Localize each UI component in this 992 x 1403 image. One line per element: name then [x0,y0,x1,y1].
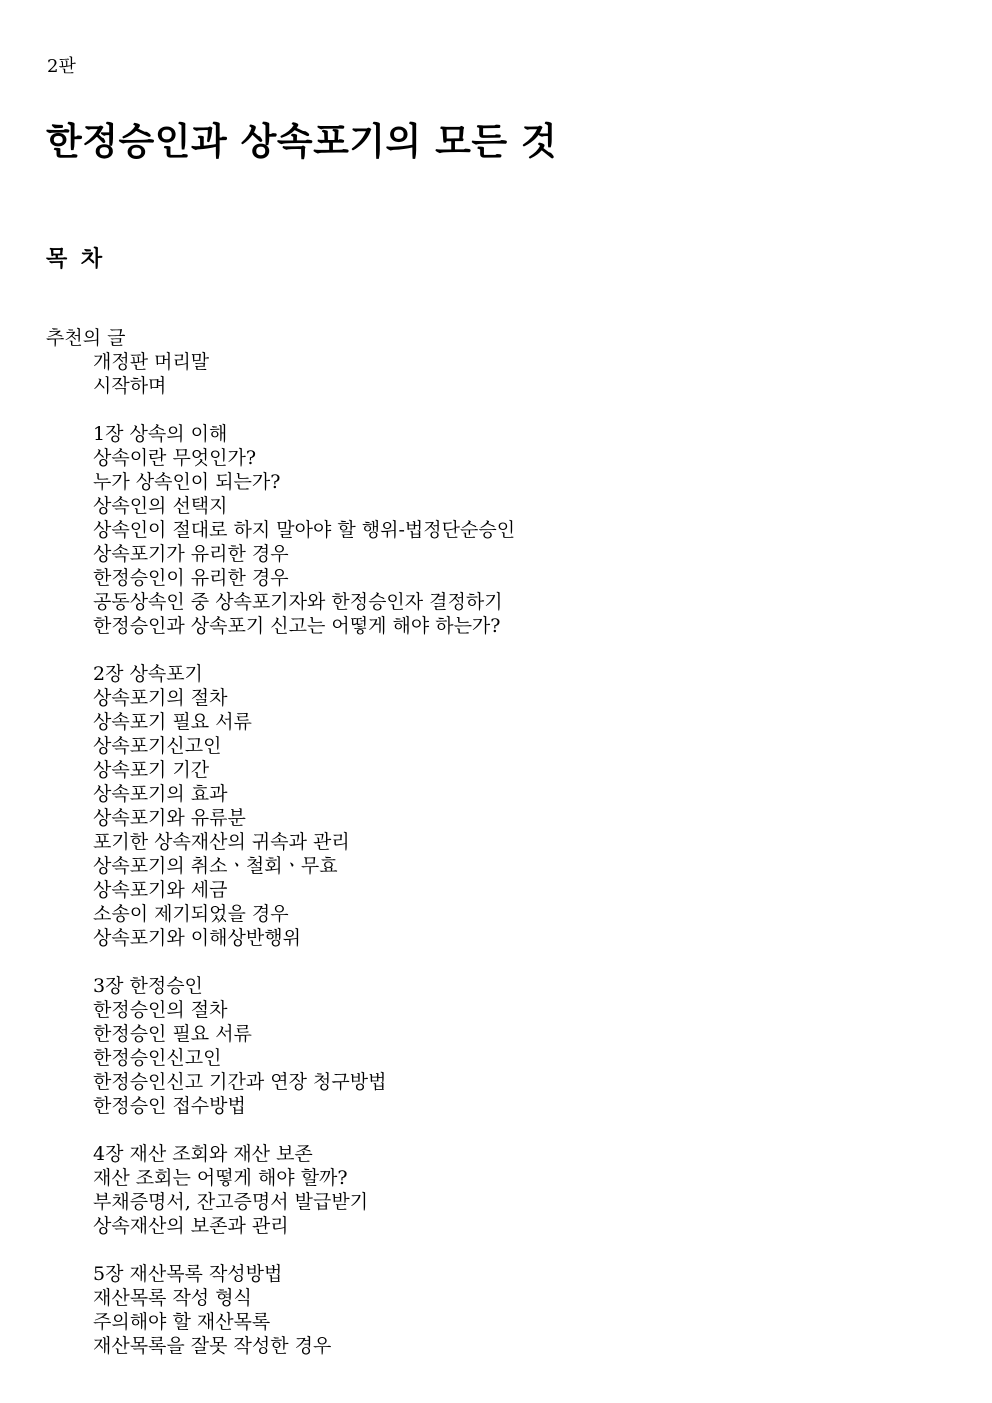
toc-spacer [46,1118,515,1142]
chapter-heading: 4장 재산 조회와 재산 보존 [93,1143,313,1165]
chapter-heading: 3장 한정승인 [93,975,203,997]
toc-spacer [46,398,515,422]
toc-entry: 상속포기와 이해상반행위 [93,927,301,949]
toc-entry: 상속포기와 유류분 [93,807,246,829]
toc-heading: 목 차 [46,247,103,272]
toc-entry: 한정승인신고 기간과 연장 청구방법 [93,1071,387,1093]
toc-entry: 상속인이 절대로 하지 말아야 할 행위-법정단순승인 [93,519,516,541]
edition-label: 2판 [47,56,76,77]
toc-entry: 소송이 제기되었을 경우 [93,903,289,925]
toc-entry: 누가 상속인이 되는가? [93,471,281,493]
toc-spacer [46,638,515,662]
toc-entry: 한정승인신고인 [93,1047,222,1069]
toc-entry: 한정승인의 절차 [93,999,228,1021]
toc-entry: 한정승인 접수방법 [93,1095,246,1117]
book-title: 한정승인과 상속포기의 모든 것 [46,120,558,163]
chapter-heading: 2장 상속포기 [93,663,203,685]
toc-entry: 상속포기와 세금 [93,879,228,901]
toc-entry: 상속재산의 보존과 관리 [93,1215,289,1237]
toc-entry: 상속포기가 유리한 경우 [93,543,289,565]
toc-entry: 재산목록 작성 형식 [93,1287,252,1309]
table-of-contents [46,326,515,1358]
toc-entry: 상속포기 기간 [93,759,210,781]
toc-spacer [46,950,515,974]
chapter-heading: 5장 재산목록 작성방법 [93,1263,283,1285]
chapter-heading: 1장 상속의 이해 [93,423,228,445]
toc-entry: 공동상속인 중 상속포기자와 한정승인자 결정하기 [93,591,503,613]
toc-entry: 포기한 상속재산의 귀속과 관리 [93,831,350,853]
toc-entry: 상속포기의 효과 [93,783,228,805]
toc-entry: 한정승인이 유리한 경우 [93,567,289,589]
toc-entry: 상속포기 필요 서류 [93,711,252,733]
toc-entry: 한정승인 필요 서류 [93,1023,252,1045]
toc-entry: 주의해야 할 재산목록 [93,1311,271,1333]
toc-entry: 재산목록을 잘못 작성한 경우 [93,1335,332,1357]
toc-entry: 상속이란 무엇인가? [93,447,257,469]
toc-entry: 재산 조회는 어떻게 해야 할까? [93,1167,348,1189]
toc-entry: 상속인의 선택지 [93,495,228,517]
toc-entry-revised-preface: 개정판 머리말 [93,351,210,373]
toc-entry: 상속포기의 취소ㆍ철회ㆍ무효 [93,855,338,877]
toc-entry: 상속포기신고인 [93,735,222,757]
toc-entry: 한정승인과 상속포기 신고는 어떻게 해야 하는가? [93,615,501,637]
toc-entry-introduction: 시작하며 [93,375,167,397]
toc-entry: 상속포기의 절차 [93,687,228,709]
toc-entry-recommendation: 추천의 글 [46,327,126,349]
toc-spacer [46,1238,515,1262]
toc-entry: 부채증명서, 잔고증명서 발급받기 [93,1191,369,1213]
